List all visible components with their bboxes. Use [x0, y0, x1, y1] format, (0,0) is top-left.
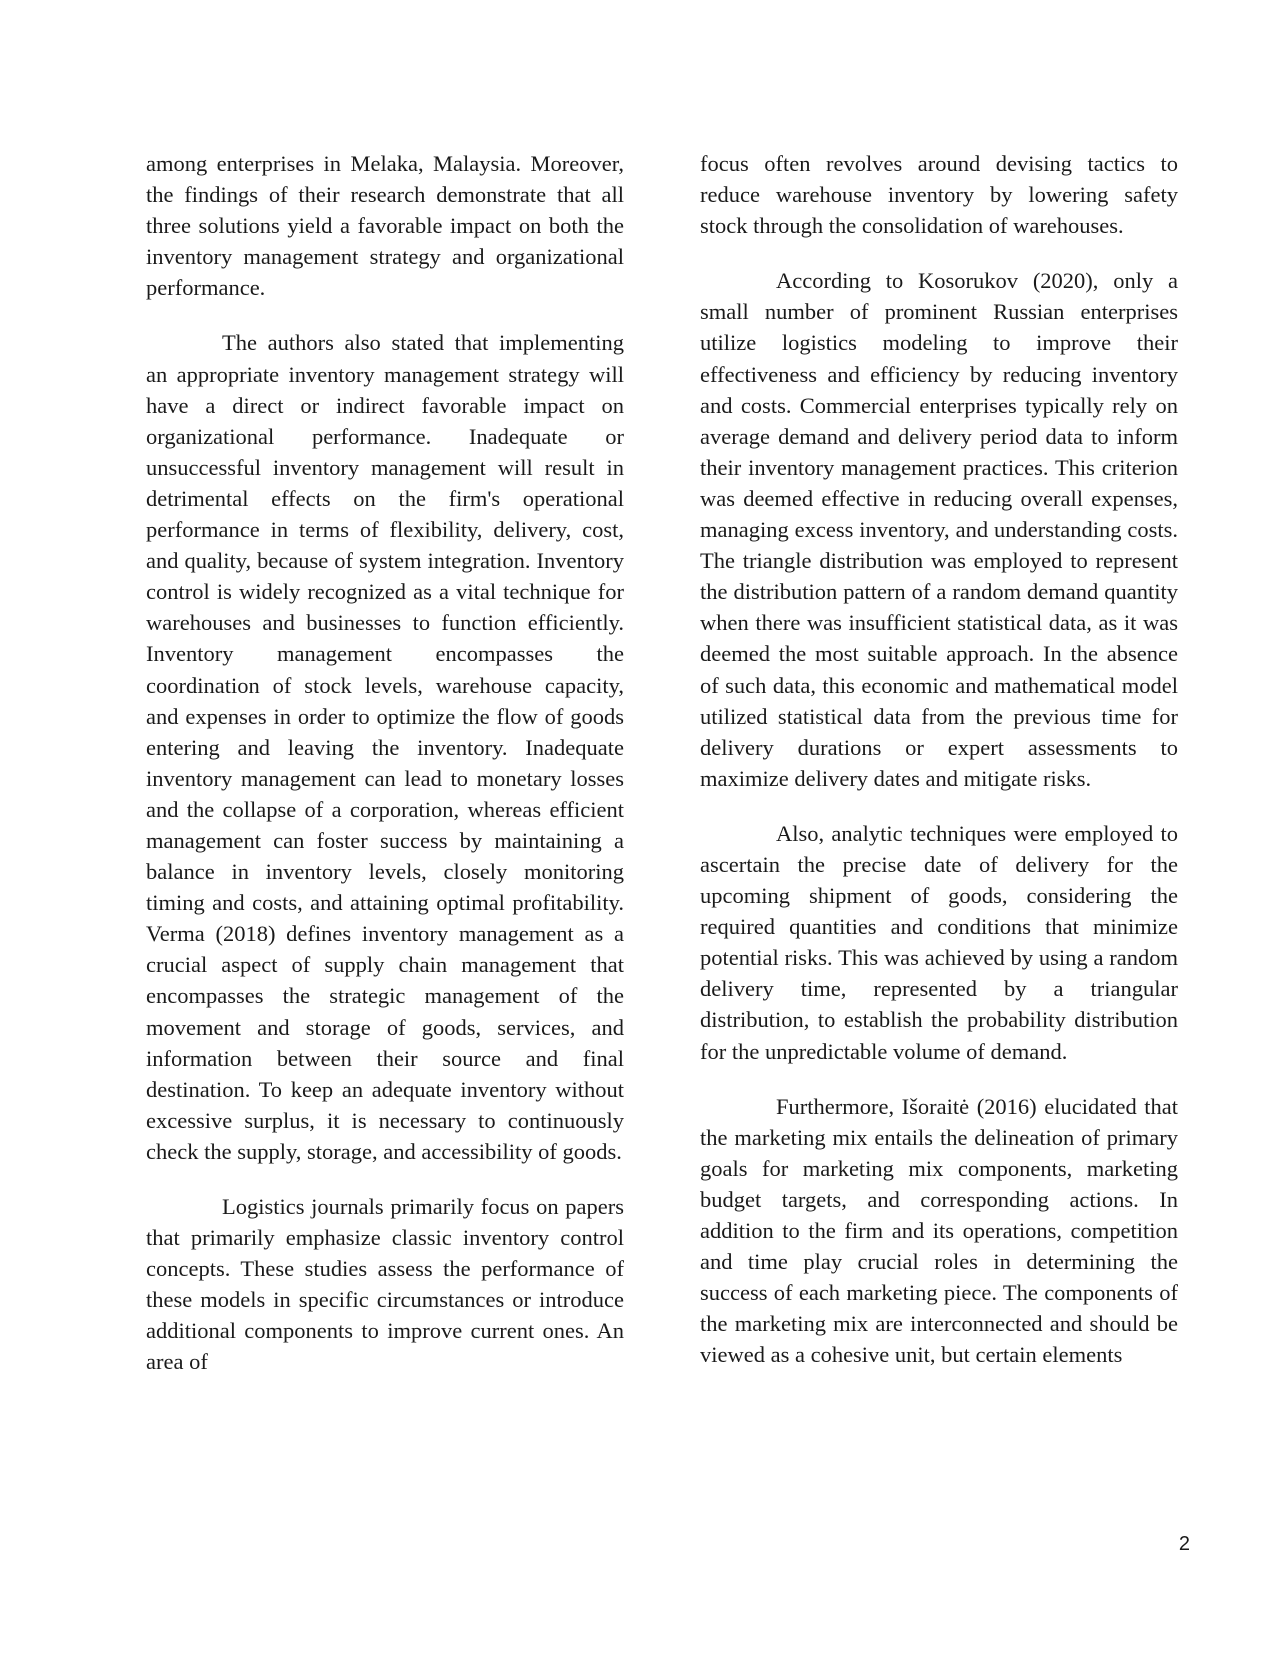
right-column: [700, 148, 1178, 1394]
paragraph-continued: among enterprises in Melaka, Malaysia. Moreover, the findings of their research demonstrate that all three solutions yield a favorable impact on both the inventory management strategy and organizational performance.: [146, 151, 624, 301]
paragraph-logistics-journals: Logistics journals primarily focus on papers that primarily emphasize classic inventory control concepts. These studies assess the performance of these models in specific circumstances or introduce additional components to improve current ones. An area of: [146, 1194, 624, 1375]
page-number: 2: [1178, 1533, 1190, 1555]
paragraph-kosorukov: According to Kosorukov (2020), only a small number of prominent Russian enterprises utilize logistics modeling to improve their effectiveness and efficiency by reducing inventory and costs. Commercial enterprises typically rely on average demand and delivery period data to inform their inventory management practices. This criterion was deemed effective in reducing overall expenses, managing excess inventory, and understanding costs. The triangle distribution was employed to represent the distribution pattern of a random demand quantity when there was insufficient statistical data, as it was deemed the most suitable approach. In the absence of such data, this economic and mathematical model utilized statistical data from the previous time for delivery durations or expert assessments to maximize delivery dates and mitigate risks.: [700, 268, 1178, 791]
paragraph-inventory-strategy: The authors also stated that implementing an appropriate inventory management strategy will have a direct or indirect favorable impact on organizational performance. Inadequate or unsuccessful inventory management will result in detrimental effects on the firm's operational performance in terms of flexibility, delivery, cost, and quality, because of system integration. Inventory control is widely recognized as a vital technique for warehouses and businesses to function efficiently. Inventory management encompasses the coordination of stock levels, warehouse capacity, and expenses in order to optimize the flow of goods entering and leaving the inventory. Inadequate inventory management can lead to monetary losses and the collapse of a corporation, whereas efficient management can foster success by maintaining a balance in inventory levels, closely monitoring timing and costs, and attaining optimal profitability. Verma (2018) defines inventory management as a crucial aspect of supply chain management that encompasses the strategic management of the movement and storage of goods, services, and information between their source and final destination. To keep an adequate inventory without excessive surplus, it is necessary to continuously check the supply, storage, and accessibility of goods.: [146, 330, 624, 1164]
paragraph-analytic-techniques: Also, analytic techniques were employed to ascertain the precise date of delivery for the upcoming shipment of goods, considering the required quantities and conditions that minimize potential risks. This was achieved by using a random delivery time, represented by a triangular distribution, to establish the probability distribution for the unpredictable volume of demand.: [700, 820, 1178, 1064]
paragraph-continued-focus: focus often revolves around devising tactics to reduce warehouse inventory by lowering safety stock through the consolidation of warehouses.: [700, 151, 1178, 239]
paragraph-marketing-mix: Furthermore, Išoraitė (2016) elucidated that the marketing mix entails the delineation of primary goals for marketing mix components, marketing budget targets, and corresponding actions. In addition to the firm and its operations, competition and time play crucial roles in determining the success of each marketing piece. The components of the marketing mix are interconnected and should be viewed as a cohesive unit, but certain elements: [700, 1093, 1178, 1368]
left-column: [146, 148, 624, 1402]
